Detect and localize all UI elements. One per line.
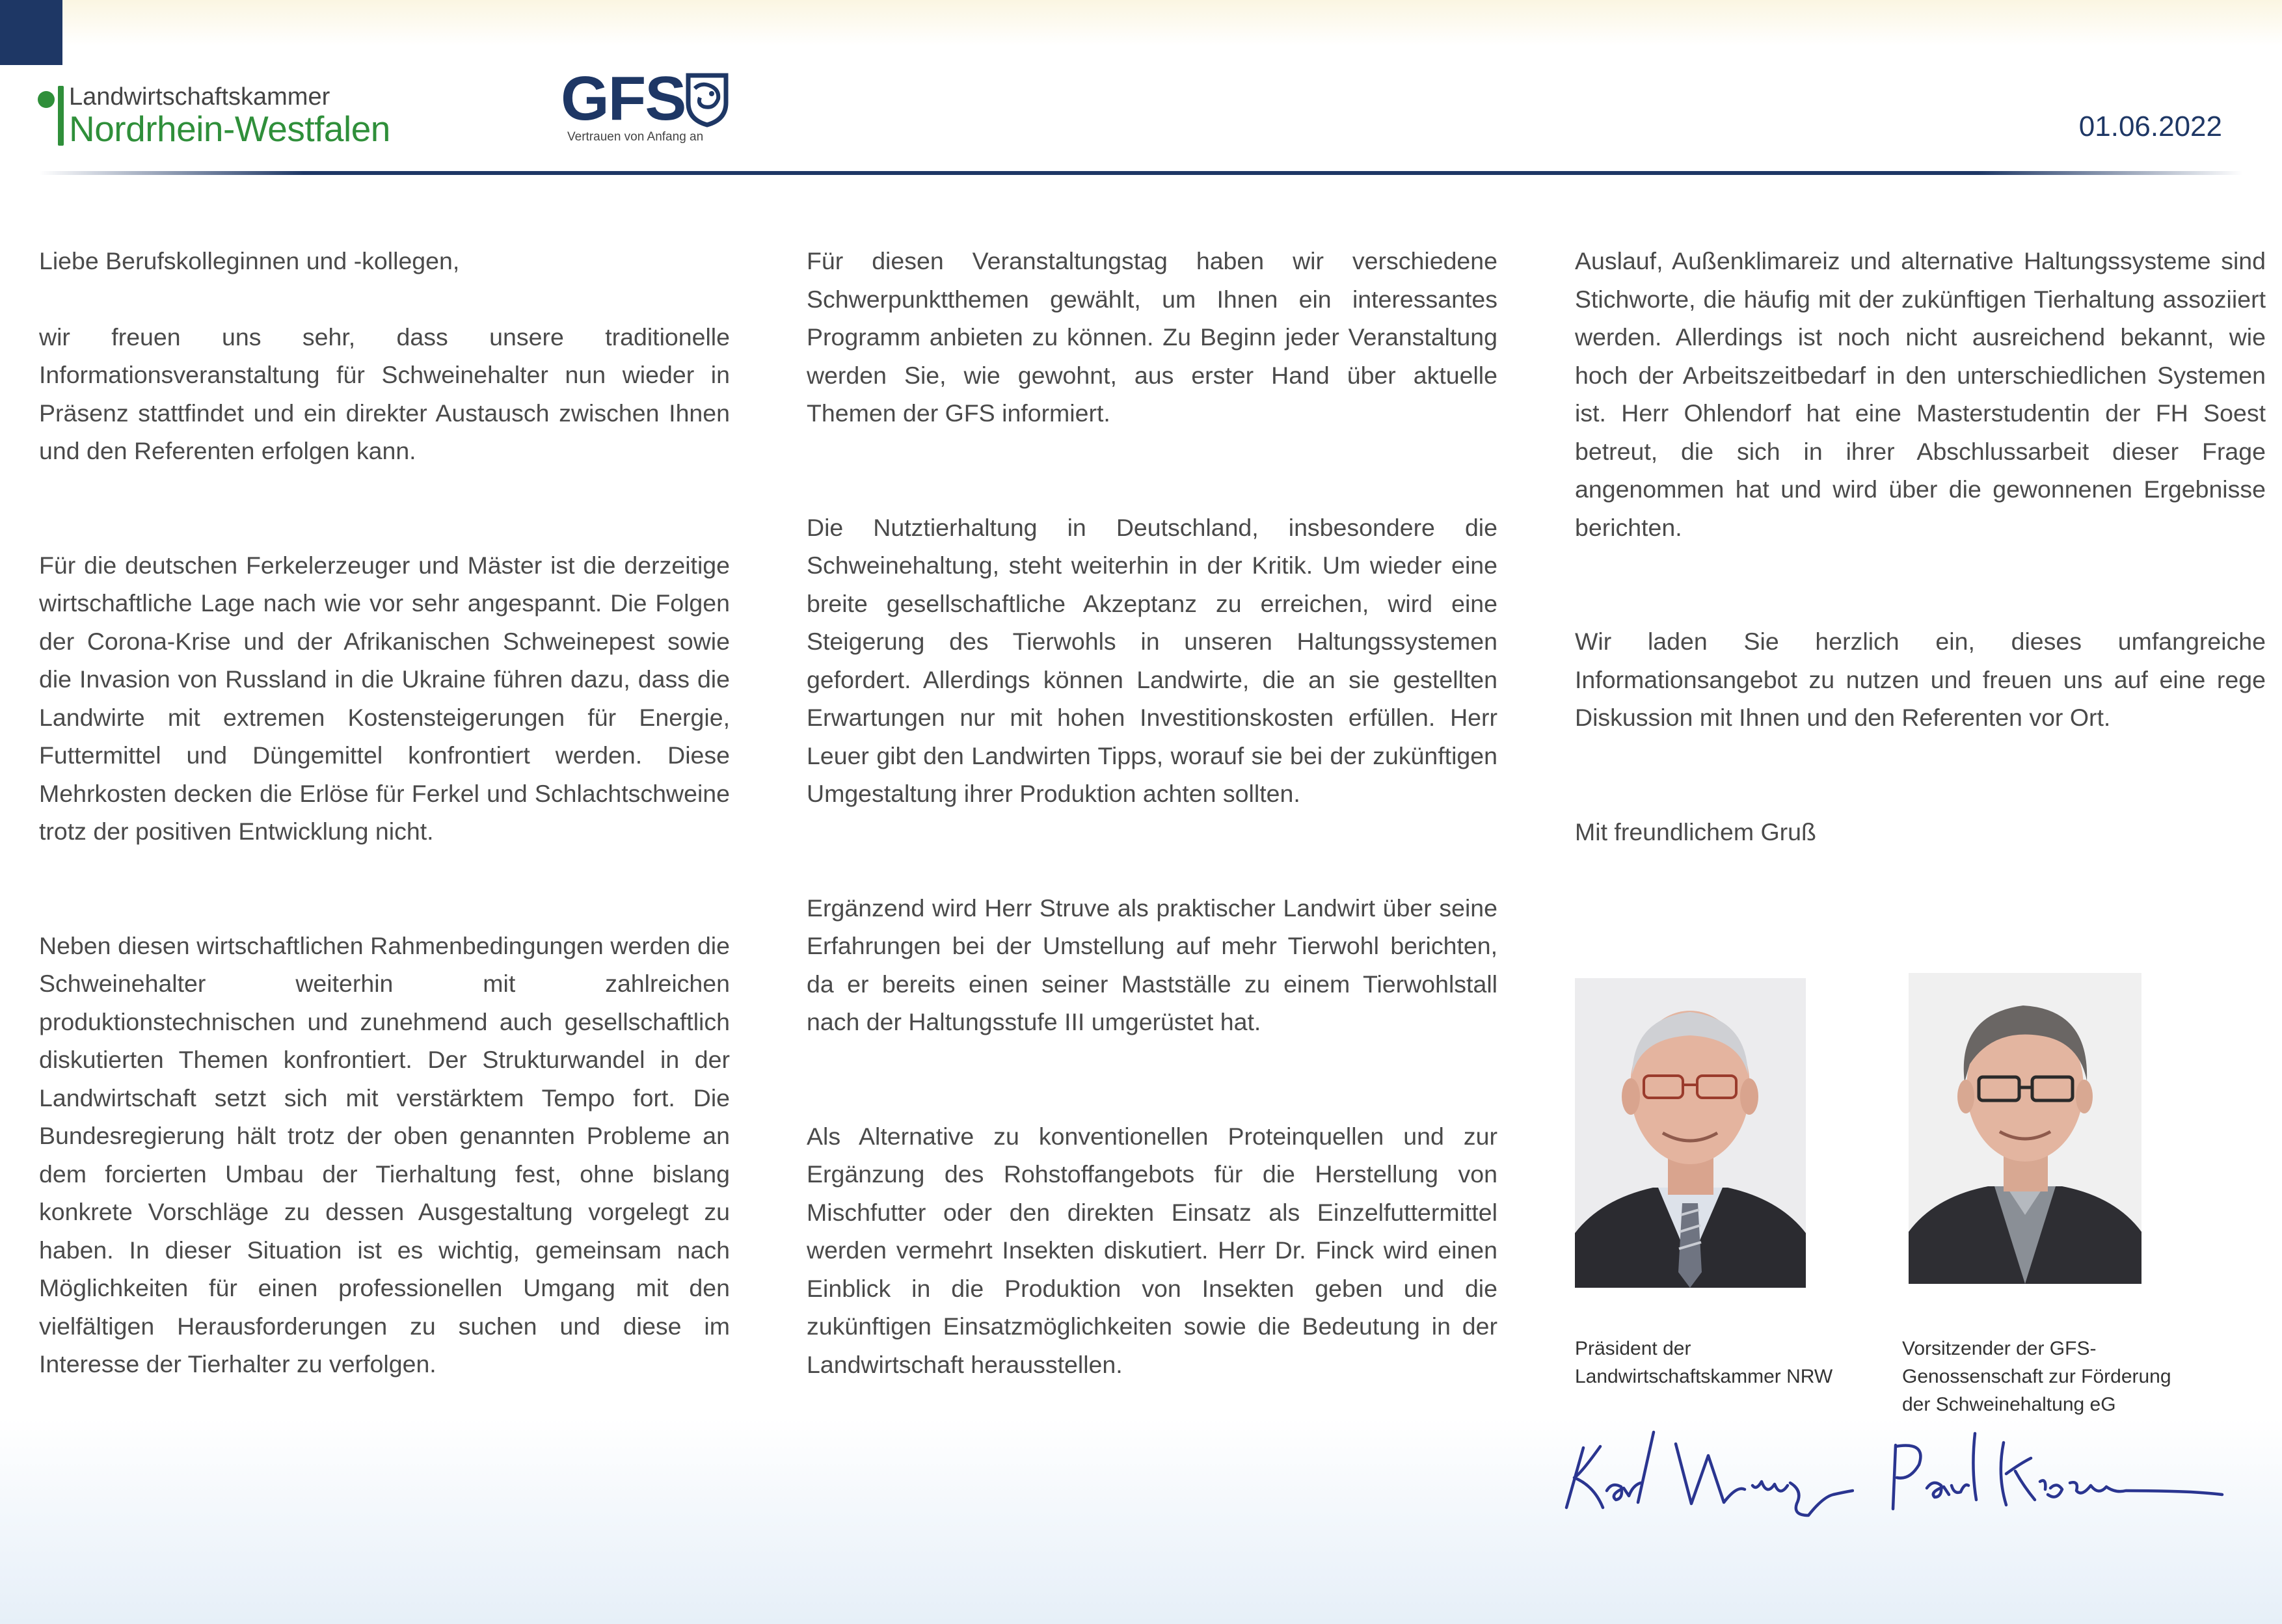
paragraph: wir freuen uns sehr, dass unsere traditionelle Informationsveranstaltung für Schweinehalter nun wieder in Präsenz stattfindet und ein direkter Austausch zwischen Ihnen und den Referenten erfolgen kann.	[39, 323, 730, 464]
paragraph: Die Nutztierhaltung in Deutschland, insbesondere die Schweinehaltung, steht weiterhin in der Kritik. Um wieder eine breite gesellschaftliche Akzeptanz zu erreichen, wird eine Steigerung des Tierwohls in unseren Haltungssystemen gefordert. Allerdings können Landwirte, die an sie gestellten Erwartungen nur mit hohen Investitionskosten erfüllen. Herr Leuer gibt den Landwirten Tipps, worauf sie bei der zukünftigen Umgestaltung ihrer Produktion achten sollten.	[807, 513, 1497, 807]
lwk-logo-dot-icon	[38, 91, 55, 108]
salutation: Liebe Berufskolleginnen und -kollegen,	[39, 247, 460, 274]
letter-column-1	[39, 242, 730, 1383]
header-divider	[39, 171, 2243, 175]
gfs-crest-icon	[684, 72, 730, 127]
lwk-logo-stem-icon	[58, 86, 64, 146]
president-caption: Präsident der Landwirtschaftskammer NRW	[1575, 1338, 1833, 1387]
gfs-logo	[561, 64, 775, 152]
corner-accent-block	[0, 0, 62, 65]
lwk-logo-line1: Landwirtschaftskammer	[69, 83, 330, 111]
paragraph: Für diesen Veranstaltungstag haben wir verschiedene Schwerpunktthemen gewählt, um Ihnen ein interessantes Programm anbieten zu können. Zu Beginn jeder Veranstaltung werden Sie, wie gewohnt, aus erster Hand über aktuelle Themen der GFS informiert.	[807, 247, 1497, 427]
paragraph: Für die deutschen Ferkelerzeuger und Mäster ist die derzeitige wirtschaftliche Lage nach wie vor sehr angespannt. Die Folgen der Corona-Krise und der Afrikanischen Schweinepest sowie die Invasion von Russland in die Ukraine führen dazu, dass die Landwirte mit extremen Kostensteigerungen für Energie, Futtermittel und Düngemittel konfrontiert werden. Diese Mehrkosten decken die Erlöse für Ferkel und Schlachtschweine trotz der positiven Entwicklung nicht.	[39, 551, 730, 845]
letter-column-2	[807, 242, 1497, 1383]
paragraph: Auslauf, Außenklimareiz und alternative Haltungssysteme sind Stichworte, die häufig mit der zukünftigen Tierhaltung assoziiert werden. Allerdings ist noch nicht ausreichend bekannt, wie hoch der Arbeitszeitbedarf in den unterschiedlichen Systemen ist. Herr Ohlendorf hat eine Masterstudentin der FH Soest betreut, die sich in ihrer Abschlussarbeit dieser Frage angenommen hat und wird über die gewonnenen Ergebnisse berichten.	[1575, 247, 2266, 541]
closing-greeting: Mit freundlichem Gruß	[1575, 818, 1816, 845]
paragraph: Wir laden Sie herzlich ein, dieses umfangreiche Informationsangebot zu nutzen und freuen uns auf eine rege Diskussion mit Ihnen und den Referenten vor Ort.	[1575, 628, 2266, 731]
portrait-chairman-photo	[1909, 973, 2141, 1284]
president-signature-icon	[1561, 1418, 1854, 1522]
chairman-caption: Vorsitzender der GFS-Genossenschaft zur Förderung der Schweinehaltung eG	[1902, 1338, 2171, 1415]
gfs-logo-wordmark: GFS	[561, 64, 686, 133]
chairman-signature-icon	[1886, 1418, 2225, 1522]
paragraph: Neben diesen wirtschaftlichen Rahmenbedingungen werden die Schweinehalter weiterhin mit zahlreichen produktionstechnischen und zunehmend auch gesellschaftlich diskutierten Themen konfrontiert. Der Strukturwandel in der Landwirtschaft setzt sich mit verstärktem Tempo fort. Die Bundesregierung hält trotz der oben genannten Probleme an dem forcierten Umbau der Tierhaltung fest, ohne bislang konkrete Vorschläge zu dessen Ausgestaltung vorgelegt zu haben. In dieser Situation ist es wichtig, gemeinsam nach Möglichkeiten für einen professionellen Umgang mit den vielfältigen Herausforderungen zu suchen und diese im Interesse der Tierhalter zu verfolgen.	[39, 931, 730, 1378]
portrait-president-photo	[1575, 978, 1806, 1288]
letter-column-3	[1575, 242, 2266, 851]
paragraph: Als Alternative zu konventionellen Proteinquellen und zur Ergänzung des Rohstoffangebots für die Herstellung von Mischfutter oder den direkten Einsatz als Einzelfuttermittel werden vermehrt Insekten diskutiert. Herr Dr. Finck wird einen Einblick in die Produktion von Insekten geben und die zukünftigen Einsatzmöglichkeiten sowie die Bedeutung in der Landwirtschaft herausstellen.	[807, 1122, 1497, 1378]
lwk-nrw-logo	[38, 83, 428, 148]
paragraph: Ergänzend wird Herr Struve als praktischer Landwirt über seine Erfahrungen bei der Umstellung auf mehr Tierwohl berichten, da er bereits einen seiner Mastställe zu einem Tierwohlstall nach der Haltungsstufe III umgerüstet hat.	[807, 894, 1497, 1035]
gfs-logo-tagline: Vertrauen von Anfang an	[567, 130, 704, 144]
lwk-logo-line2: Nordrhein-Westfalen	[69, 109, 390, 149]
letter-date: 01.06.2022	[2078, 111, 2222, 142]
